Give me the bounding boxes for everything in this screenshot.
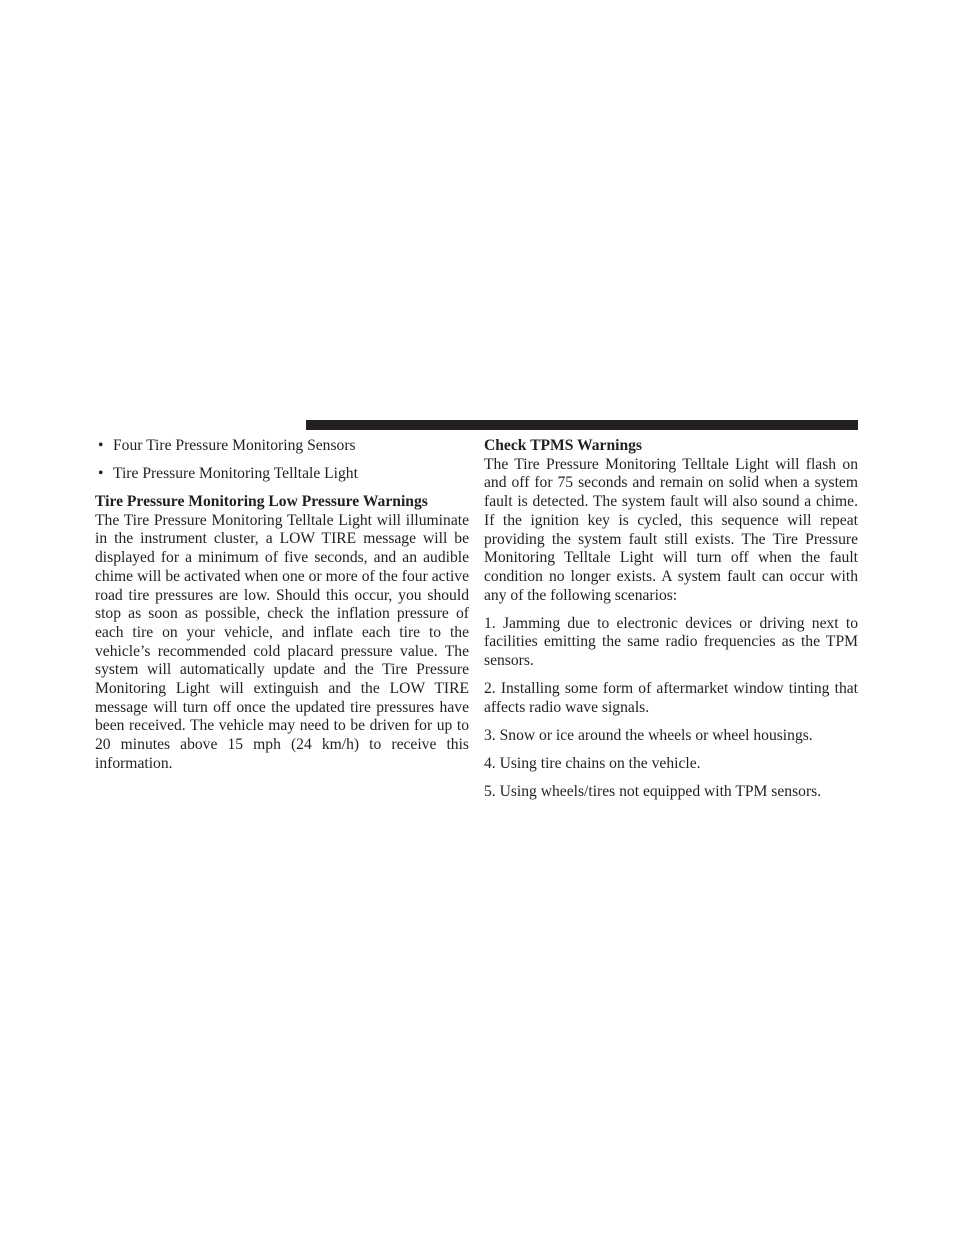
right-column (484, 437, 858, 811)
bullet-icon: • (98, 437, 104, 454)
left-column (95, 437, 469, 783)
scenario-item: 2. Installing some form of aftermarket window tinting that affects radio wave signals. (484, 680, 858, 716)
check-tpms-warnings-body: The Tire Pressure Monitoring Telltale Light will flash on and off for 75 seconds and remain on solid when a system fault is detected. The system fault will also sound a chime. If the ignition key is cycled, this sequence will repeat providing the system fault still exists. The Tire Pressure Monitoring Telltale Light will turn off when the fault condition no longer exists. A system fault can occur with any of the following scenarios: (484, 455, 858, 604)
bullet-text: Four Tire Pressure Monitoring Sensors (113, 437, 356, 454)
scenario-item: 4. Using tire chains on the vehicle. (484, 754, 701, 772)
low-pressure-warnings-body: The Tire Pressure Monitoring Telltale Light will illuminate in the instrument cluster, a LOW TIRE message will be displayed for a minimum of five seconds, and an audible chime will be activated when one or more of the four active road tire pressures are low. Should this occur, you should stop as soon as possible, check the inflation pressure of each tire on your vehicle, and inflate each tire to the vehicle’s recommended cold placard pressure value. The system will automatically update and the Tire Pressure Monitoring Light will extinguish and the LOW TIRE message will turn off once the updated tire pressures have been received. The vehicle may need to be driven for up to 20 minutes above 15 mph (24 km/h) to receive this information. (95, 511, 469, 772)
check-tpms-warnings-heading: Check TPMS Warnings (484, 437, 642, 454)
section-header-bar (306, 420, 858, 430)
bullet-text: Tire Pressure Monitoring Telltale Light (113, 465, 358, 482)
bullet-icon: • (98, 465, 104, 482)
scenario-item: 1. Jamming due to electronic devices or driving next to facilities emitting the same radio frequencies as the TPM sensors. (484, 614, 858, 670)
scenario-item: 3. Snow or ice around the wheels or wheel housings. (484, 726, 813, 744)
scenario-item: 5. Using wheels/tires not equipped with TPM sensors. (484, 782, 822, 800)
low-pressure-warnings-heading: Tire Pressure Monitoring Low Pressure Warnings (95, 493, 428, 510)
bullet-item (95, 437, 469, 456)
bullet-item (95, 465, 469, 484)
